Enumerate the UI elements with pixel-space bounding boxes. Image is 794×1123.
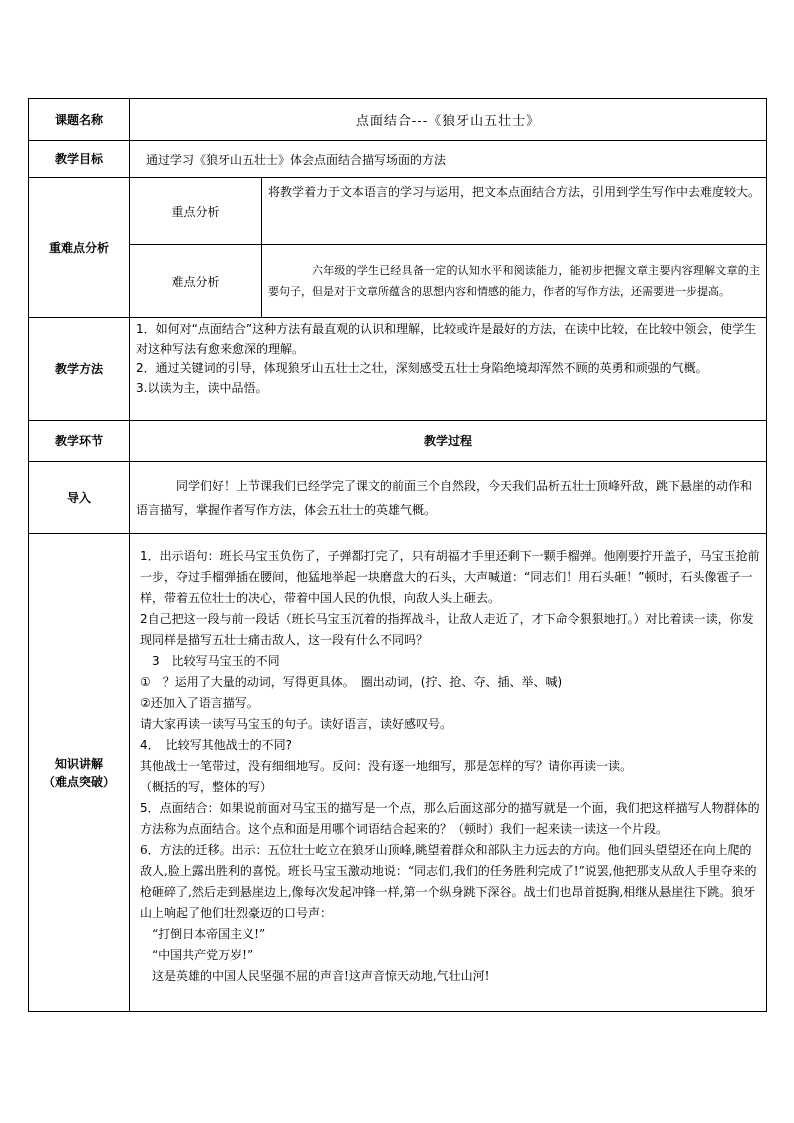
key-analysis-row xyxy=(29,178,767,245)
method-label: 教学方法 xyxy=(29,318,130,421)
intro-text: 同学们好！上节课我们已经学完了课文的前面三个自然段，今天我们品析五壮士顶峰歼敌，跳下悬崖的动作和语言描写，掌握作者写作方法，体会五壮士的英雄气概。 xyxy=(136,478,753,517)
knowledge-item-3: 3 比较写马宝玉的不同 xyxy=(152,654,280,668)
knowledge-content xyxy=(130,534,767,1012)
knowledge-item-3-2: ②还加入了语言描写。 xyxy=(140,696,259,710)
intro-content xyxy=(130,462,767,534)
intro-label: 导入 xyxy=(29,462,130,534)
process-header-row xyxy=(29,421,767,462)
intro-row xyxy=(29,462,767,534)
analysis-label: 重难点分析 xyxy=(29,178,130,318)
knowledge-label-line1: 知识讲解 xyxy=(54,756,103,771)
goal-label: 教学目标 xyxy=(29,141,130,178)
difficulty-analysis-row xyxy=(29,245,767,318)
knowledge-item-3-1: ① ？运用了大量的动词，写得更具体。 圈出动词，(拧、抢、夺、插、举、喊) xyxy=(140,675,563,689)
method-item-2: 2．通过关键词的引导，体现狼牙山五壮士之壮，深刻感受五壮士身陷绝境却浑然不顾的英勇和顽强的气概。 xyxy=(136,361,708,375)
slogan-1: “打倒日本帝国主义!” xyxy=(152,927,266,941)
difficulty-analysis-label: 难点分析 xyxy=(130,245,262,318)
process-header: 教学过程 xyxy=(130,421,767,462)
knowledge-item-4-2: （概括的写，整体的写） xyxy=(140,780,273,794)
knowledge-item-2: 2自己把这一段与前一段话（班长马宝玉沉着的指挥战斗，让敌人走近了，才下命令狠狠地打。）对比着读一读，你发现同样是描写五壮士痛击敌人，这一段有什么不同吗？ xyxy=(140,612,754,647)
goal-text: 通过学习《狼牙山五壮士》体会点面结合描写场面的方法 xyxy=(130,141,767,178)
goal-row xyxy=(29,141,767,178)
closing-line: 这是英雄的中国人民坚强不屈的声音!这声音惊天动地,气壮山河! xyxy=(152,969,490,983)
knowledge-row xyxy=(29,534,767,1012)
method-content xyxy=(130,318,767,421)
topic-title: 点面结合---《狼牙山五壮士》 xyxy=(130,99,767,141)
slogan-2: “中国共产党万岁!” xyxy=(152,948,254,962)
knowledge-item-3-3: 请大家再读一读写马宝玉的句子。读好语言，读好感叹号。 xyxy=(140,717,453,731)
method-item-1: 1．如何对“点面结合”这种方法有最直观的认识和理解，比较或许是最好的方法，在读中比较，在比较中领会，使学生对这种写法有愈来愈深的理解。 xyxy=(136,322,757,356)
topic-row xyxy=(29,99,767,141)
knowledge-item-4-1: 其他战士一笔带过，没有细细地写。反问：没有逐一地细写，那是怎样的写？请你再读一读。 xyxy=(140,759,633,773)
knowledge-item-6: 6．方法的迁移。出示：五位壮士屹立在狼牙山顶峰,眺望着群众和部队主力远去的方向。他们回头望望还在向上爬的敌人,脸上露出胜利的喜悦。班长马宝玉激动地说：“同志们,我们的任务胜利完成了!”说罢,他把那支从敌人手里夺来的枪砸碎了,然后走到悬崖边上,像每次发起冲锋一样,第一个纵身跳下深谷。战士们也昂首挺胸,相继从悬崖往下跳。狼牙山上响起了他们壮烈豪迈的口号声： xyxy=(140,843,757,920)
process-step-label: 教学环节 xyxy=(29,421,130,462)
difficulty-analysis-text: 六年级的学生已经具备一定的认知水平和阅读能力，能初步把握文章主要内容理解文章的主要句子，但是对于文章所蕴含的思想内容和情感的能力，作者的写作方法，还需要进一步提高。 xyxy=(262,245,767,318)
lesson-plan-table xyxy=(28,98,767,1012)
method-item-3: 3.以读为主，读中品悟。 xyxy=(136,380,268,395)
topic-label: 课题名称 xyxy=(29,99,130,141)
key-analysis-label: 重点分析 xyxy=(130,178,262,245)
knowledge-item-1: 1．出示语句：班长马宝玉负伤了，子弹都打完了，只有胡福才手里还剩下一颗手榴弹。他刚要拧开盖子，马宝玉抢前一步，夺过手榴弹插在腰间，他猛地举起一块磨盘大的石头，大声喊道：“同志们！用石头砸！”顿时，石头像雹子一样，带着五位壮士的决心，带着中国人民的仇恨，向敌人头上砸去。 xyxy=(140,549,760,605)
method-row xyxy=(29,318,767,421)
key-analysis-text: 将教学着力于文本语言的学习与运用，把文本点面结合方法，引用到学生写作中去难度较大。 xyxy=(262,178,767,245)
knowledge-item-4: 4． 比较写其他战士的不同? xyxy=(140,738,293,752)
knowledge-label-line2: （难点突破） xyxy=(42,774,115,789)
knowledge-item-5: 5．点面结合：如果说前面对马宝玉的描写是一个点，那么后面这部分的描写就是一个面，我们把这样描写人物群体的方法称为点面结合。这个点和面是用哪个词语结合起来的？（顿时）我们一起来读一读这一个片段。 xyxy=(140,801,760,836)
knowledge-label xyxy=(29,534,130,1012)
